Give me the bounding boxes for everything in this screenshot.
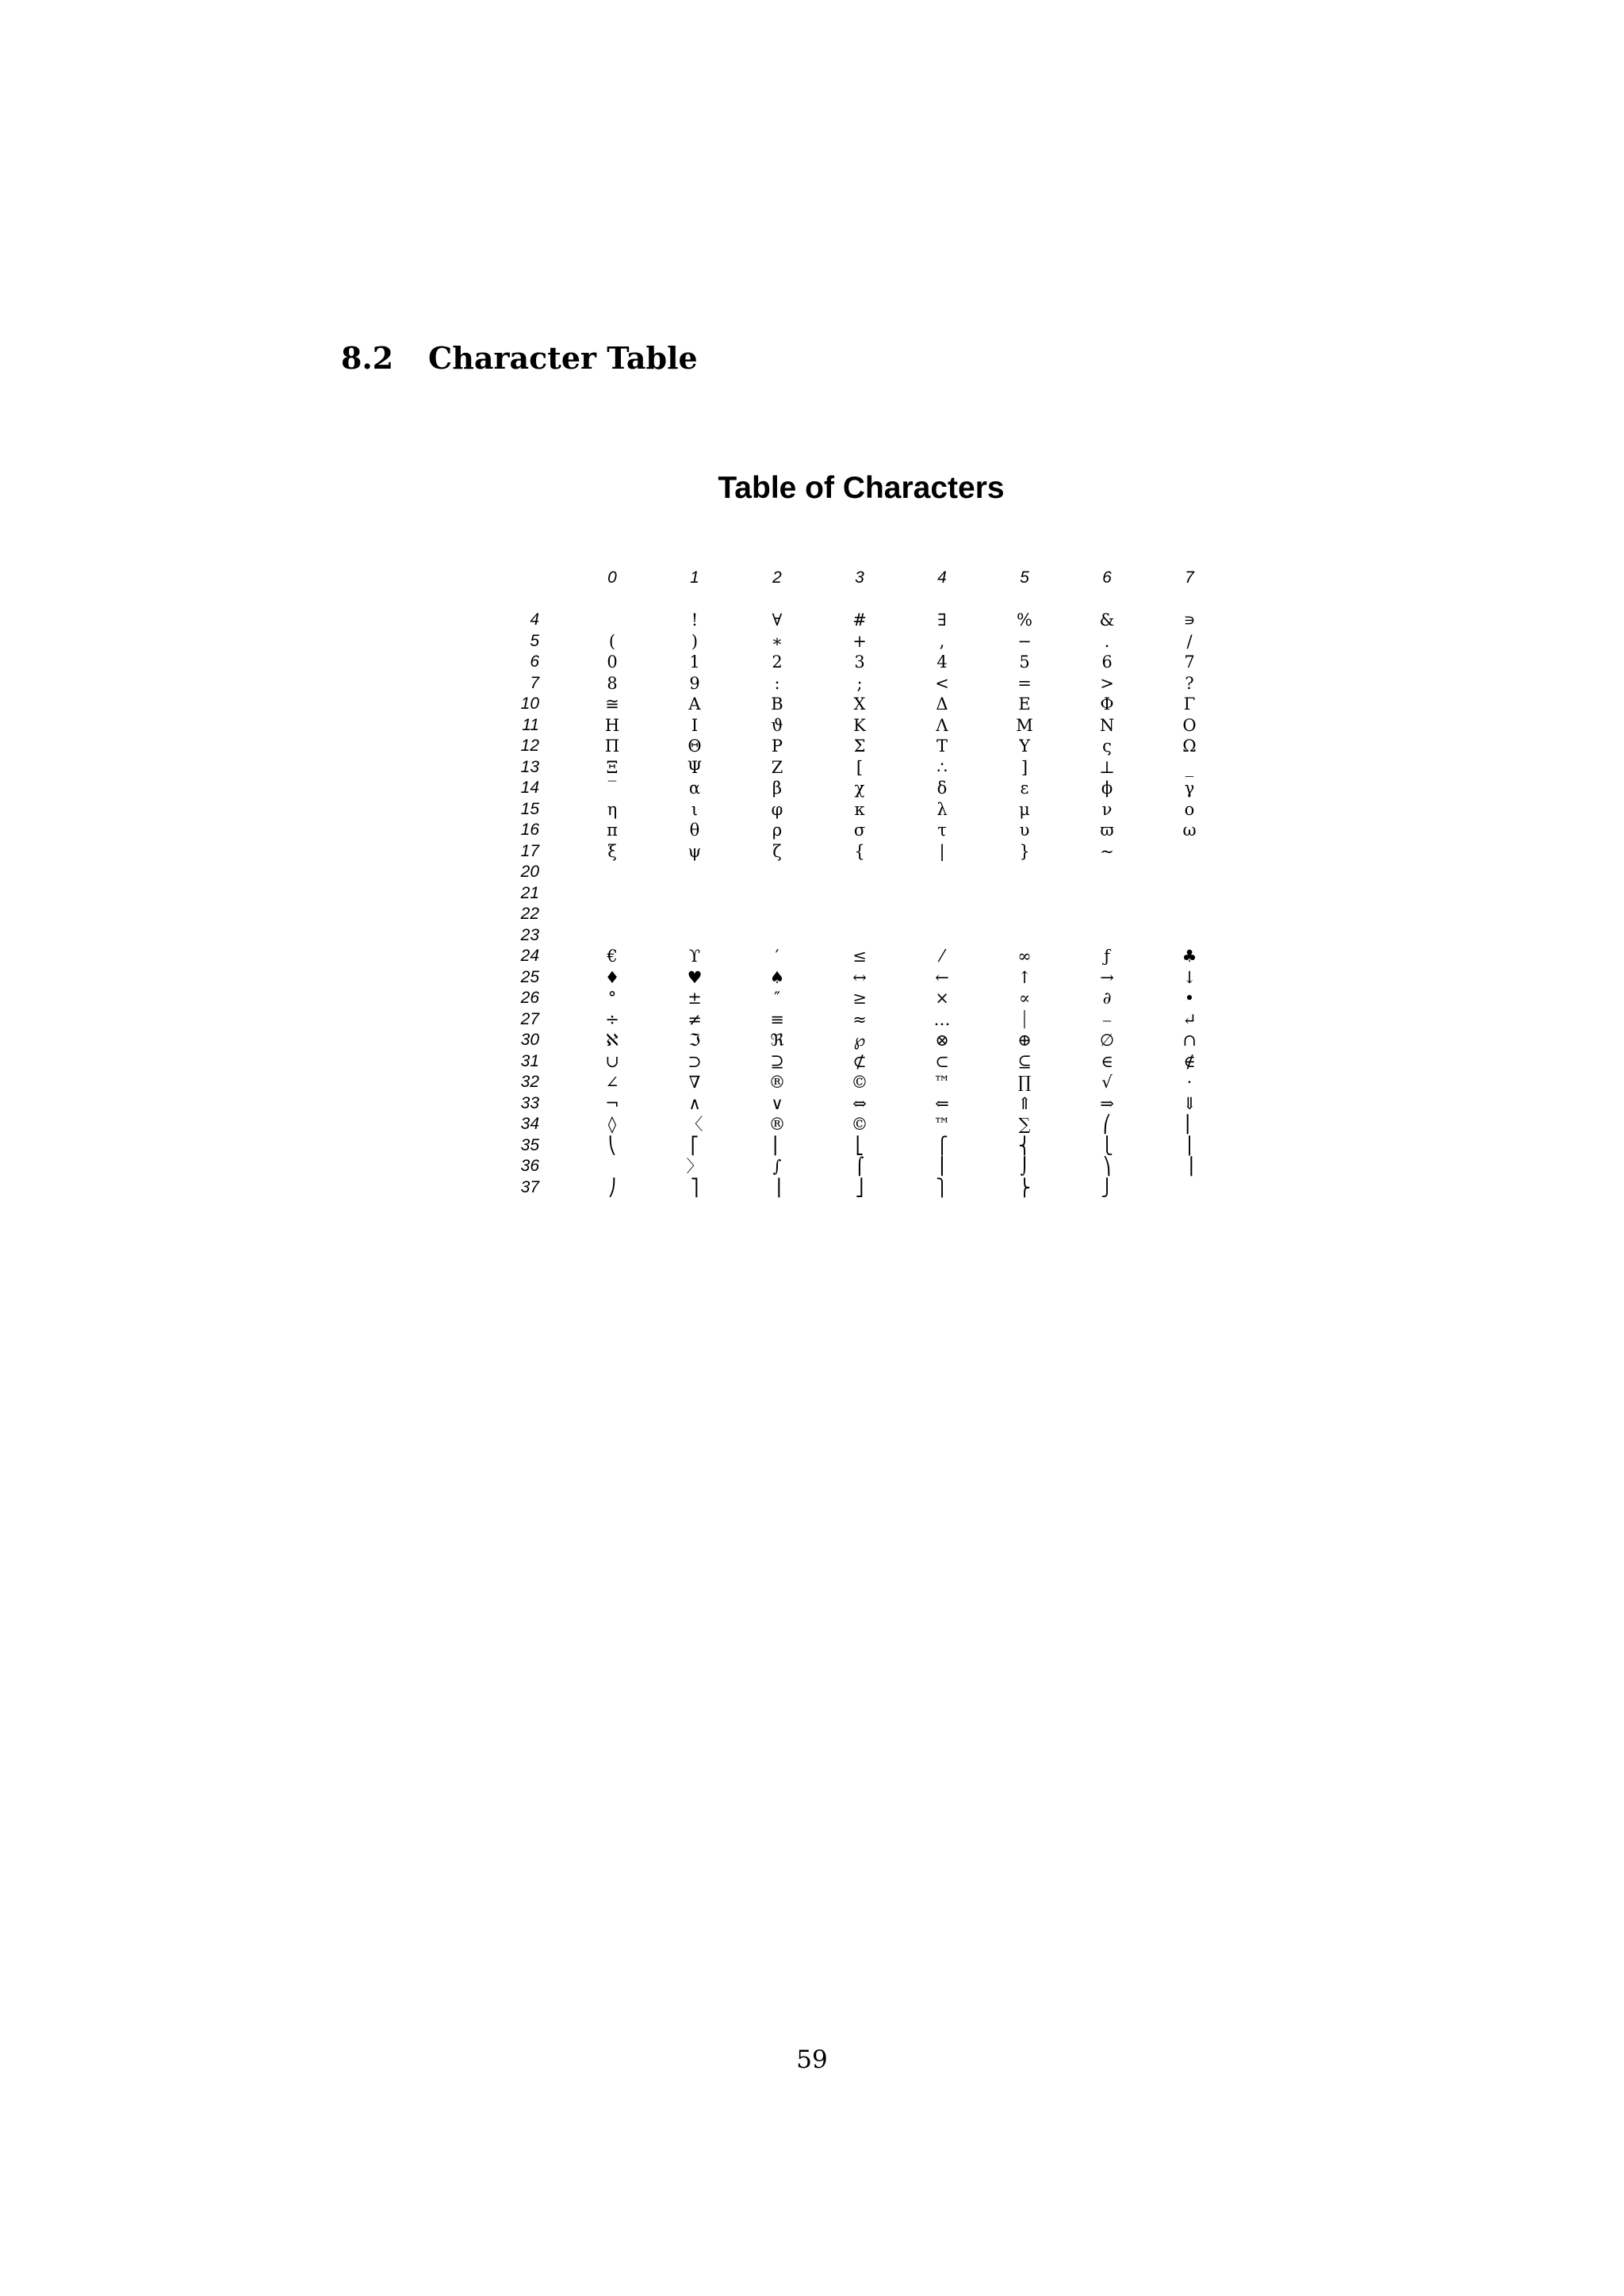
- glyph-cell: ±: [688, 989, 702, 1008]
- row-label: 34: [520, 1115, 539, 1133]
- row-label: 25: [520, 967, 539, 986]
- glyph-cell: 6: [1101, 652, 1113, 672]
- glyph-cell: ↵: [1182, 1009, 1197, 1029]
- glyph-cell: Κ: [853, 715, 866, 735]
- glyph-cell: <: [935, 673, 949, 693]
- glyph-cell: ⇐: [935, 1093, 949, 1113]
- glyph-cell: 8: [607, 673, 618, 693]
- glyph-cell: Ζ: [771, 757, 783, 777]
- glyph-cell: ∀: [772, 610, 783, 629]
- glyph-cell: /: [1186, 631, 1193, 651]
- glyph-cell: γ: [1184, 779, 1195, 798]
- glyph-cell: ⎪: [1183, 1135, 1196, 1155]
- glyph-cell: ⎯: [1102, 1009, 1112, 1029]
- glyph-cell: ♦: [604, 967, 620, 987]
- glyph-cell: {: [854, 841, 865, 861]
- glyph-cell: ≠: [688, 1009, 702, 1029]
- glyph-cell: ~: [1100, 841, 1114, 861]
- glyph-cell: χ: [854, 779, 865, 798]
- glyph-cell: Φ: [1100, 695, 1114, 714]
- glyph-cell: 〉: [686, 1157, 703, 1176]
- glyph-cell: ⊕: [1017, 1031, 1032, 1050]
- row-label: 17: [520, 841, 539, 860]
- glyph-cell: ⊇: [770, 1051, 784, 1071]
- row-label: 11: [522, 715, 539, 734]
- glyph-cell: ϑ: [771, 715, 783, 735]
- glyph-cell: ϕ: [1101, 779, 1113, 798]
- glyph-cell: ⎨: [1018, 1135, 1031, 1155]
- glyph-cell: .: [1104, 631, 1110, 651]
- glyph-cell: η: [607, 799, 618, 819]
- glyph-cell: ω: [1182, 821, 1197, 840]
- glyph-cell: ⌠: [855, 1157, 864, 1176]
- glyph-cell: λ: [936, 799, 948, 819]
- row-label: 26: [520, 989, 539, 1007]
- glyph-cell: ⊃: [688, 1051, 702, 1071]
- row-label: 20: [520, 863, 539, 881]
- glyph-cell: 9: [689, 673, 700, 693]
- glyph-cell: ↔: [852, 967, 867, 987]
- glyph-cell: ℜ: [770, 1031, 784, 1050]
- glyph-cell: ⎟: [1185, 1157, 1194, 1176]
- glyph-cell: ]: [1021, 757, 1028, 777]
- glyph-cell: ⇑: [1017, 1093, 1032, 1113]
- glyph-cell: ∞: [1017, 947, 1032, 966]
- glyph-cell: ™: [933, 1115, 951, 1134]
- row-label: 37: [520, 1177, 539, 1196]
- glyph-cell: ζ: [772, 841, 782, 861]
- row-label: 15: [520, 799, 539, 818]
- glyph-cell: ⎝: [607, 1135, 617, 1155]
- glyph-cell: α: [688, 779, 701, 798]
- row-label: 33: [520, 1093, 539, 1112]
- glyph-cell: Σ: [853, 737, 866, 756]
- column-header: 0: [607, 568, 617, 587]
- glyph-cell: ⇒: [1100, 1093, 1114, 1113]
- glyph-cell: ⎮: [937, 1157, 947, 1176]
- section-title: Character Table: [428, 340, 698, 376]
- glyph-cell: ⌡: [1020, 1157, 1029, 1176]
- glyph-cell: Ε: [1018, 695, 1031, 714]
- page-number: 59: [796, 2045, 828, 2074]
- glyph-cell: :: [774, 673, 780, 693]
- glyph-cell: ⊂: [935, 1051, 949, 1071]
- glyph-cell: ⎠: [607, 1177, 617, 1197]
- glyph-cell: ↓: [1182, 967, 1197, 987]
- glyph-cell: |: [939, 841, 945, 861]
- row-label: 24: [520, 947, 539, 965]
- glyph-cell: ⎦: [855, 1177, 864, 1197]
- glyph-cell: ©: [851, 1115, 868, 1134]
- glyph-cell: ∅: [1099, 1031, 1115, 1050]
- glyph-cell: ℑ: [688, 1031, 701, 1050]
- glyph-cell: Ω: [1182, 737, 1197, 756]
- glyph-cell: ∠: [605, 1073, 619, 1092]
- glyph-cell: !: [691, 610, 699, 629]
- glyph-cell: ⇔: [852, 1093, 867, 1113]
- glyph-cell: ″: [774, 989, 780, 1008]
- glyph-cell: Α: [688, 695, 701, 714]
- glyph-cell: (: [608, 631, 616, 651]
- glyph-cell: ⊗: [935, 1031, 949, 1050]
- glyph-cell: ∨: [771, 1093, 783, 1113]
- glyph-cell: ⎣: [855, 1135, 864, 1155]
- glyph-cell: •: [1184, 989, 1195, 1008]
- glyph-cell: Θ: [688, 737, 702, 756]
- row-label: 21: [520, 883, 539, 902]
- glyph-cell: Ρ: [771, 737, 783, 756]
- glyph-cell: ⎤: [690, 1177, 699, 1197]
- glyph-cell: μ: [1019, 799, 1030, 819]
- glyph-cell: δ: [936, 779, 948, 798]
- glyph-cell: φ: [771, 799, 783, 819]
- glyph-cell: ∧: [688, 1093, 701, 1113]
- glyph-cell: ◊: [607, 1115, 617, 1134]
- row-label: 35: [520, 1135, 539, 1154]
- glyph-cell: ≅: [605, 695, 619, 714]
- glyph-cell: 5: [1019, 652, 1030, 672]
- glyph-cell: ⋅: [1186, 1073, 1193, 1092]
- glyph-cell: Χ: [853, 695, 866, 714]
- glyph-cell: ∂: [1102, 989, 1112, 1008]
- glyph-cell: ™: [933, 1073, 951, 1092]
- glyph-cell: ≡: [770, 1009, 784, 1029]
- glyph-cell: €: [607, 947, 618, 966]
- glyph-cell: ∗: [771, 631, 783, 651]
- glyph-cell: ∉: [1183, 1051, 1196, 1071]
- glyph-cell: ν: [1101, 799, 1113, 819]
- glyph-cell: Υ: [1019, 737, 1030, 756]
- glyph-cell: ?: [1185, 673, 1194, 693]
- column-header: 7: [1185, 568, 1194, 587]
- glyph-cell: Μ: [1016, 715, 1033, 735]
- column-header: 3: [855, 568, 864, 587]
- glyph-cell: >: [1100, 673, 1114, 693]
- glyph-cell: √: [1101, 1073, 1113, 1092]
- glyph-cell: +: [852, 631, 867, 651]
- glyph-cell: ⏐: [1020, 1009, 1029, 1029]
- glyph-cell: ⎧: [936, 1135, 948, 1155]
- glyph-cell: ♠: [769, 967, 785, 987]
- row-label: 4: [530, 610, 539, 629]
- glyph-cell: ∑: [1018, 1115, 1031, 1134]
- glyph-cell: Β: [771, 695, 783, 714]
- glyph-cell: ι: [691, 799, 699, 819]
- glyph-cell: ο: [1184, 799, 1195, 819]
- glyph-cell: ℘: [853, 1031, 866, 1050]
- glyph-cell: ∩: [1182, 1031, 1197, 1050]
- glyph-cell: ⎬: [1018, 1177, 1031, 1197]
- glyph-cell: …: [933, 1009, 951, 1029]
- row-label: 23: [520, 925, 539, 944]
- glyph-cell: ×: [935, 989, 949, 1008]
- glyph-cell: 4: [936, 652, 948, 672]
- glyph-cell: ⎜: [1185, 1115, 1194, 1134]
- glyph-cell: °: [607, 989, 617, 1008]
- glyph-cell: 7: [1184, 652, 1195, 672]
- glyph-cell: Γ: [1183, 695, 1196, 714]
- glyph-cell: θ: [689, 821, 700, 840]
- row-label: 14: [520, 779, 539, 797]
- glyph-cell: =: [1017, 673, 1032, 693]
- glyph-cell: &: [1099, 610, 1115, 629]
- row-label: 31: [520, 1051, 539, 1070]
- row-label: 32: [520, 1073, 539, 1091]
- glyph-cell: ←: [935, 967, 949, 987]
- column-header: 6: [1102, 568, 1112, 587]
- glyph-cell: _: [1185, 757, 1194, 777]
- glyph-cell: ⁄: [940, 947, 944, 966]
- glyph-cell: ϒ: [688, 947, 701, 966]
- glyph-cell: Ο: [1182, 715, 1197, 735]
- glyph-cell: Π: [604, 737, 620, 756]
- row-label: 6: [530, 652, 539, 671]
- glyph-cell: Η: [604, 715, 620, 735]
- glyph-cell: −: [1017, 631, 1032, 651]
- glyph-cell: ÷: [605, 1009, 619, 1029]
- glyph-cell: π: [607, 821, 618, 840]
- glyph-cell: ©: [851, 1073, 868, 1092]
- glyph-cell: ≥: [852, 989, 867, 1008]
- glyph-cell: ¬: [605, 1093, 619, 1113]
- glyph-cell: ⊄: [852, 1051, 867, 1071]
- glyph-cell: 0: [607, 652, 618, 672]
- glyph-cell: ®: [768, 1073, 786, 1092]
- row-label: 27: [520, 1009, 539, 1028]
- glyph-cell: ρ: [772, 821, 783, 840]
- row-label: 30: [520, 1031, 539, 1049]
- glyph-cell: υ: [1019, 821, 1030, 840]
- glyph-cell: ⎭: [1101, 1177, 1113, 1197]
- glyph-cell: ∫: [772, 1157, 782, 1176]
- glyph-cell: ∈: [1101, 1051, 1113, 1071]
- glyph-cell: ⇓: [1182, 1093, 1197, 1113]
- glyph-cell: ⎥: [772, 1177, 782, 1197]
- glyph-cell: ): [691, 631, 699, 651]
- glyph-cell: →: [1100, 967, 1114, 987]
- column-header: 1: [690, 568, 699, 587]
- glyph-cell: 1: [689, 652, 700, 672]
- column-header: 4: [937, 568, 947, 587]
- glyph-cell: Δ: [936, 695, 948, 714]
- glyph-cell: ψ: [688, 841, 702, 861]
- glyph-cell: 3: [854, 652, 865, 672]
- glyph-cell: ⎡: [690, 1135, 699, 1155]
- glyph-cell: Ξ: [606, 757, 619, 777]
- glyph-cell: ξ: [607, 841, 617, 861]
- glyph-cell: ⎢: [772, 1135, 782, 1155]
- glyph-cell: ‾: [607, 779, 617, 798]
- glyph-cell: ′: [775, 947, 779, 966]
- glyph-cell: ⊥: [1099, 757, 1115, 777]
- glyph-cell: Ι: [691, 715, 699, 735]
- row-label: 22: [520, 905, 539, 923]
- row-label: 36: [520, 1157, 539, 1175]
- glyph-cell: τ: [937, 821, 947, 840]
- glyph-cell: Τ: [936, 737, 948, 756]
- glyph-cell: 〈: [686, 1115, 703, 1134]
- glyph-cell: ⎫: [936, 1177, 948, 1197]
- glyph-cell: ♥: [687, 967, 703, 987]
- table-title: Table of Characters: [718, 471, 1005, 505]
- row-label: 7: [530, 673, 539, 692]
- row-label: 5: [530, 631, 539, 650]
- glyph-cell: Ψ: [687, 757, 703, 777]
- glyph-cell: σ: [853, 821, 866, 840]
- column-header: 5: [1020, 568, 1029, 587]
- glyph-cell: ∝: [1018, 989, 1031, 1008]
- glyph-cell: ⎞: [1102, 1157, 1112, 1176]
- glyph-cell: ∪: [605, 1051, 619, 1071]
- glyph-cell: ε: [1020, 779, 1029, 798]
- glyph-cell: ς: [1102, 737, 1112, 756]
- glyph-cell: ⊆: [1017, 1051, 1032, 1071]
- glyph-cell: ,: [939, 631, 945, 651]
- column-header: 2: [772, 568, 782, 587]
- glyph-cell: %: [1017, 610, 1032, 629]
- row-label: 12: [520, 737, 539, 755]
- glyph-cell: Ν: [1099, 715, 1115, 735]
- glyph-cell: Λ: [936, 715, 948, 735]
- glyph-cell: 2: [772, 652, 783, 672]
- glyph-cell: #: [852, 610, 867, 629]
- glyph-cell: ℵ: [606, 1031, 619, 1050]
- glyph-cell: ∇: [688, 1073, 701, 1092]
- glyph-cell: κ: [854, 799, 865, 819]
- glyph-cell: }: [1019, 841, 1030, 861]
- glyph-cell: ⎩: [1101, 1135, 1113, 1155]
- glyph-cell: β: [772, 779, 783, 798]
- glyph-cell: ∴: [936, 757, 948, 777]
- glyph-cell: ϖ: [1100, 821, 1114, 840]
- row-label: 10: [520, 695, 539, 713]
- glyph-cell: ∍: [1183, 610, 1196, 629]
- glyph-cell: ≈: [852, 1009, 867, 1029]
- glyph-cell: ≤: [852, 947, 867, 966]
- section-number: 8.2: [341, 340, 394, 376]
- glyph-cell: ♣: [1182, 947, 1197, 966]
- glyph-cell: ⎛: [1102, 1115, 1112, 1134]
- glyph-cell: ƒ: [1104, 947, 1110, 966]
- glyph-cell: ↑: [1017, 967, 1032, 987]
- row-label: 16: [520, 821, 539, 839]
- glyph-cell: ;: [856, 673, 863, 693]
- glyph-cell: ®: [768, 1115, 786, 1134]
- glyph-cell: [: [856, 757, 864, 777]
- glyph-cell: ∏: [1017, 1073, 1032, 1092]
- row-label: 13: [520, 757, 539, 776]
- glyph-cell: ∃: [937, 610, 947, 629]
